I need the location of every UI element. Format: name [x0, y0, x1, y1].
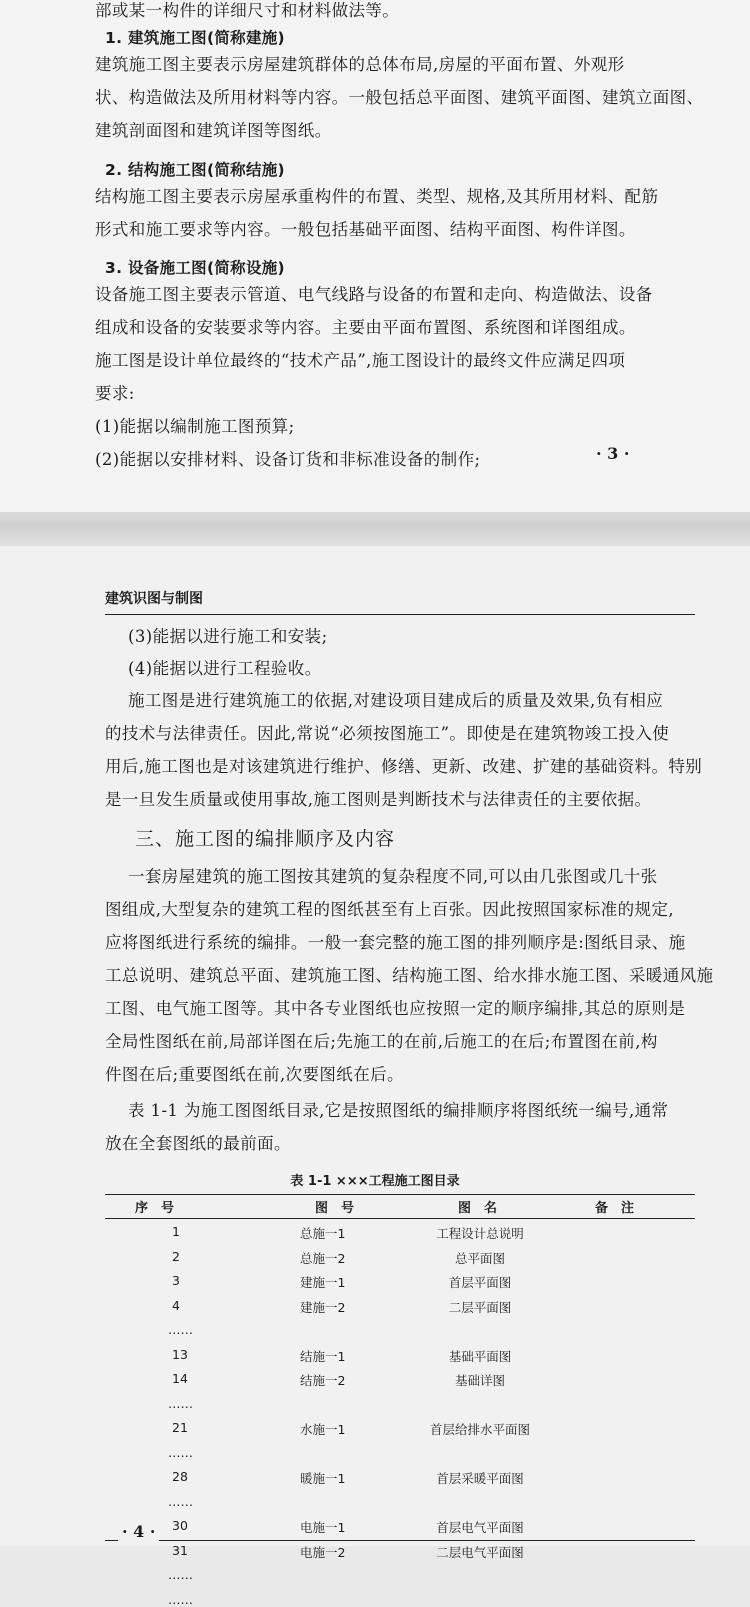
para2-line-7: 件图在后;重要图纸在前,次要图纸在后。	[105, 1065, 404, 1084]
table-cell-name: 基础平面图	[448, 1348, 512, 1364]
table-cell-no: 2	[172, 1248, 180, 1264]
req-line-3: (1)能据以编制施工图预算;	[95, 417, 295, 436]
para2-line-6: 全局性图纸在前,局部详图在后;先施工的在前,后施工的在后;布置图在前,构	[105, 1032, 658, 1051]
table-cell-no: 14	[172, 1371, 188, 1386]
table-cell-code: 暖施一1	[300, 1471, 346, 1486]
para1-line-2: 的技术与法律责任。因此,常说“必须按图施工”。即使是在建筑物竣工投入使	[105, 724, 670, 743]
table-cell-no: 21	[172, 1420, 188, 1435]
table-cell-code: 结施一2	[300, 1373, 346, 1388]
req-line-4: (2)能据以安排材料、设备订货和非标准设备的制作;	[95, 450, 481, 469]
table-cell-code: 水施一1	[300, 1422, 346, 1437]
table-cell-no: 3	[172, 1273, 180, 1288]
table-header-note: 备 注	[595, 1201, 635, 1216]
table-header-name: 图 名	[458, 1201, 498, 1216]
table-cell-no: ……	[168, 1444, 193, 1460]
s3-line-1: 设备施工图主要表示管道、电气线路与设备的布置和走向、构造做法、设备	[95, 285, 653, 304]
section-1-heading: 1. 建筑施工图(简称建施)	[105, 29, 285, 47]
table-cell-name: 首层采暖平面图	[436, 1471, 524, 1486]
top-line: 部或某一构件的详细尺寸和材料做法等。	[95, 1, 400, 20]
para1-line-1: 施工图是进行建筑施工的依据,对建设项目建成后的质量及效果,负有相应	[128, 691, 664, 710]
table-cell-no: 4	[172, 1297, 180, 1313]
s1-line-3: 建筑剖面图和建筑详图等图纸。	[95, 121, 332, 140]
table-cell-name: 首层平面图	[448, 1275, 512, 1290]
table-top-rule	[105, 1194, 695, 1195]
table-cell-name: 基础详图	[454, 1373, 505, 1388]
table-cell-code: 建施一1	[300, 1275, 346, 1290]
para2-line-4: 工总说明、建筑总平面、建筑施工图、结构施工图、给水排水施工图、采暖通风施	[105, 966, 714, 985]
req-line-3: (3)能据以进行施工和安装;	[128, 627, 328, 646]
table-cell-name: 首层电气平面图	[436, 1520, 524, 1535]
para1-line-3: 用后,施工图也是对该建筑进行维护、修缮、更新、改建、扩建的基础资料。特别	[105, 757, 703, 776]
para2-line-5: 工图、电气施工图等。其中各专业图纸也应按照一定的顺序编排,其总的原则是	[105, 999, 686, 1018]
s1-line-2: 状、构造做法及所用材料等内容。一般包括总平面图、建筑平面图、建筑立面图、	[95, 88, 704, 107]
para2-line-2: 图组成,大型复杂的建筑工程的图纸甚至有上百张。因此按照国家标准的规定,	[105, 900, 674, 919]
para1-line-4: 是一旦发生质量或使用事故,施工图则是判断技术与法律责任的主要依据。	[105, 790, 652, 809]
header-rule	[105, 614, 695, 615]
table-cell-no: ……	[168, 1322, 193, 1337]
table-cell-no: ……	[168, 1493, 193, 1509]
table-cell-code: 电施一1	[300, 1520, 346, 1535]
page-4	[0, 546, 750, 1607]
table-cell-name: 总平面图	[454, 1250, 505, 1266]
table-cell-name: 首层给排水平面图	[429, 1422, 530, 1437]
req-line-2: 要求:	[95, 384, 135, 403]
page-3	[0, 0, 750, 512]
table-cell-no: 30	[172, 1518, 188, 1533]
table-header-code: 图 号	[315, 1201, 355, 1216]
section-heading: 三、施工图的编排顺序及内容	[135, 828, 396, 850]
s3-line-2: 组成和设备的安装要求等内容。主要由平面布置图、系统图和详图组成。	[95, 318, 636, 337]
s2-line-1: 结构施工图主要表示房屋承重构件的布置、类型、规格,及其所用材料、配筋	[95, 187, 659, 206]
page-gap	[0, 512, 750, 546]
para3-line-1: 表 1-1 为施工图图纸目录,它是按照图纸的编排顺序将图纸统一编号,通常	[128, 1101, 669, 1120]
table-cell-name: 二层平面图	[448, 1299, 512, 1315]
s2-line-2: 形式和施工要求等内容。一般包括基础平面图、结构平面图、构件详图。	[95, 220, 636, 239]
req-line-4: (4)能据以进行工程验收。	[128, 659, 322, 678]
s1-line-1: 建筑施工图主要表示房屋建筑群体的总体布局,房屋的平面布置、外观形	[95, 55, 625, 74]
para2-line-3: 应将图纸进行系统的编排。一般一套完整的施工图的排列顺序是:图纸目录、施	[105, 933, 686, 952]
table-cell-code: 总施一2	[300, 1250, 346, 1266]
table-bottom-rule	[105, 1540, 695, 1541]
section-3-heading: 3. 设备施工图(简称设施)	[105, 259, 285, 277]
page-number: · 3 ·	[596, 444, 630, 463]
table-cell-code: 建施一2	[300, 1299, 346, 1315]
table-cell-no: ……	[168, 1395, 193, 1411]
table-cell-name: 工程设计总说明	[436, 1226, 524, 1241]
table-cell-no: 1	[172, 1224, 180, 1239]
table-cell-name: 二层电气平面图	[436, 1544, 524, 1560]
table-caption: 表 1-1 ×××工程施工图目录	[290, 1174, 460, 1189]
req-line-1: 施工图是设计单位最终的“技术产品”,施工图设计的最终文件应满足四项	[95, 351, 626, 370]
table-cell-no: ……	[168, 1567, 193, 1582]
para3-line-2: 放在全套图纸的最前面。	[105, 1134, 291, 1153]
table-cell-code: 电施一2	[300, 1544, 346, 1560]
table-header-rule	[105, 1218, 695, 1219]
table-cell-no: 31	[172, 1542, 188, 1558]
running-head: 建筑识图与制图	[105, 591, 203, 607]
section-2-heading: 2. 结构施工图(简称结施)	[105, 161, 285, 179]
table-cell-no: 13	[172, 1346, 188, 1362]
table-cell-code: 结施一1	[300, 1348, 346, 1364]
table-cell-no: 28	[172, 1469, 188, 1484]
table-cell-no: ……	[168, 1591, 193, 1607]
page-number: · 4 ·	[118, 1522, 159, 1541]
para2-line-1: 一套房屋建筑的施工图按其建筑的复杂程度不同,可以由几张图或几十张	[128, 867, 658, 886]
table-header-no: 序 号	[135, 1201, 175, 1216]
table-cell-code: 总施一1	[300, 1226, 346, 1241]
